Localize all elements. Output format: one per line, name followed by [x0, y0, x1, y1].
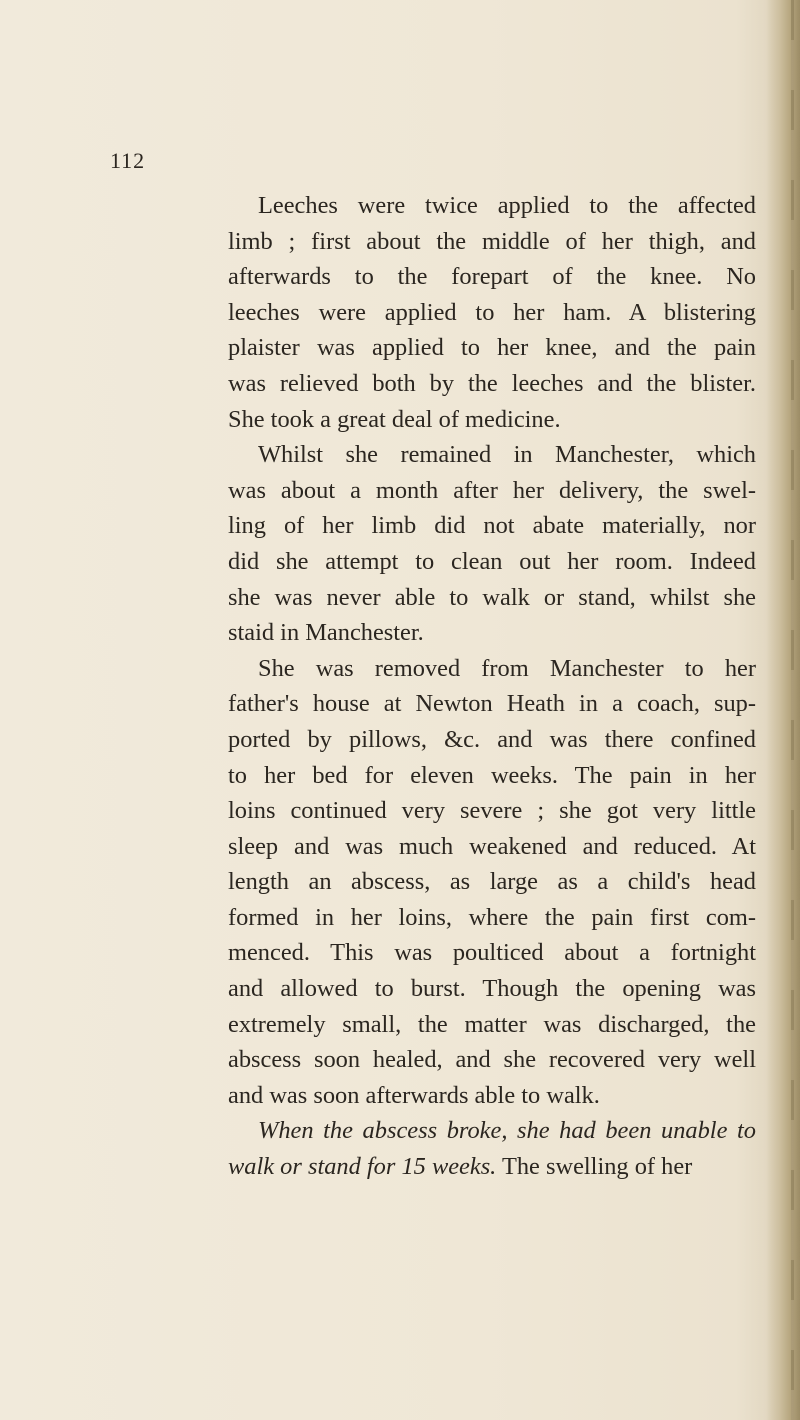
- text-line: and allowed to burst. Though the opening was: [228, 975, 756, 1003]
- text-line: did she attempt to clean out her room. Indeed: [228, 547, 756, 575]
- page-number: 112: [110, 148, 146, 173]
- roman-phrase: The swelling of her: [496, 1153, 693, 1181]
- text-line: menced. This was poulticed about a fortnight: [228, 939, 756, 967]
- text-line: she was never able to walk or stand, whilst she: [228, 583, 756, 611]
- text-line: was about a month after her delivery, the swel-: [228, 476, 756, 504]
- text-line: ling of her limb did not abate materially, nor: [228, 512, 756, 540]
- text-line-mixed: [228, 1149, 756, 1185]
- text-line: extremely small, the matter was discharged, the: [228, 1010, 756, 1038]
- text-line: She was removed from Manchester to her: [258, 654, 756, 682]
- text-line: leeches were applied to her ham. A blistering: [228, 298, 756, 326]
- text-line: abscess soon healed, and she recovered very well: [228, 1046, 756, 1074]
- text-line: ported by pillows, &c. and was there confined: [228, 725, 756, 753]
- text-line-italic: When the abscess broke, she had been unable to: [258, 1117, 756, 1145]
- text-lines: [228, 188, 756, 1113]
- text-line: She took a great deal of medicine.: [228, 405, 561, 433]
- text-line: and was soon afterwards able to walk.: [228, 1081, 600, 1109]
- italic-phrase: walk or stand for 15 weeks.: [228, 1153, 497, 1181]
- text-line: afterwards to the forepart of the knee. No: [228, 263, 756, 291]
- page-edge-lines: [791, 0, 794, 1420]
- text-line: staid in Manchester.: [228, 619, 424, 647]
- text-line: plaister was applied to her knee, and the pain: [228, 334, 756, 362]
- text-line: length an abscess, as large as a child's head: [228, 868, 756, 896]
- text-line: was relieved both by the leeches and the blister.: [228, 369, 756, 397]
- text-line: sleep and was much weakened and reduced. At: [228, 832, 756, 860]
- text-line: limb ; first about the middle of her thigh, and: [228, 227, 756, 255]
- text-line: father's house at Newton Heath in a coach, sup-: [228, 690, 756, 718]
- text-line: loins continued very severe ; she got very little: [228, 797, 756, 825]
- page-edge: [766, 0, 800, 1420]
- text-line: Whilst she remained in Manchester, which: [258, 441, 756, 469]
- text-line: formed in her loins, where the pain first com-: [228, 903, 756, 931]
- body-text: [228, 188, 756, 1185]
- text-line: to her bed for eleven weeks. The pain in her: [228, 761, 756, 789]
- text-line: Leeches were twice applied to the affected: [258, 192, 756, 219]
